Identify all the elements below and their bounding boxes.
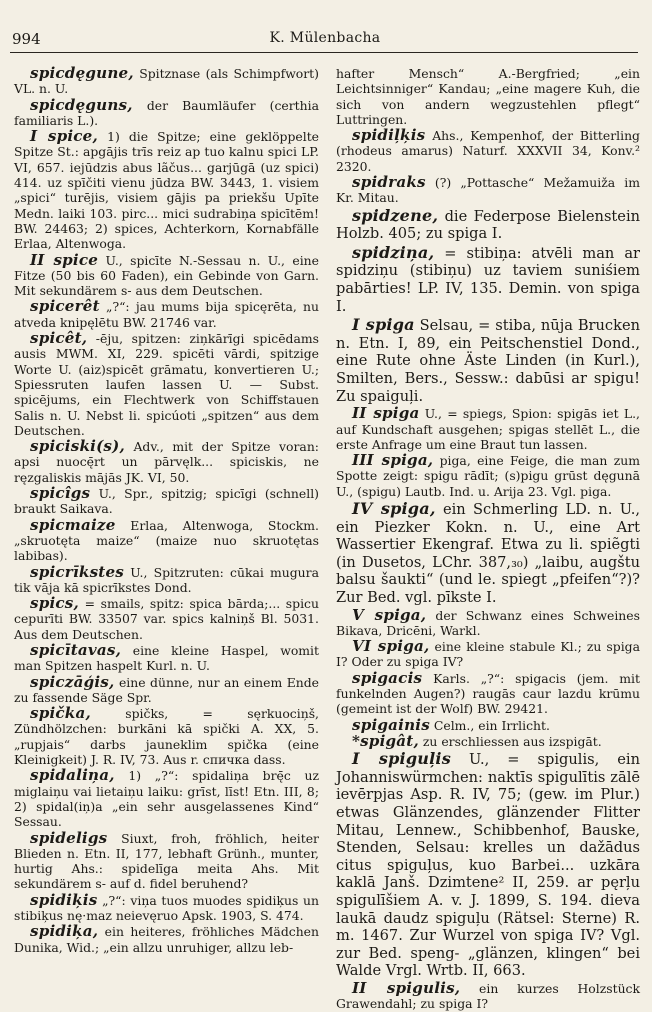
entry-definition: = smails, spitz: spica bārda;... spicu cepurīti BW. 33507 var. spics kalniņš Bl. 5031. Aus dem Deutschen. [14,596,319,642]
entry-definition: Spitznase (als Schimpfwort) VL. n. U. [14,66,319,97]
dictionary-entry [14,924,319,955]
entry-headword: spicerêt [30,297,100,316]
dictionary-entry [336,715,640,734]
entry-definition: ein heiteres, fröhliches Mädchen Dunika, Wid.; „ein allzu unruhiger, allzu leb- [14,924,319,955]
entry-definition: ein kurzes Holzstück Grawendahl; zu spiga I? [336,980,641,1012]
running-title: K. Mülenbacha [269,30,381,46]
entry-definition: zu erschliessen aus izspigāt. [422,733,602,749]
entry-headword: spigacis [352,668,423,687]
entry-headword: *spigât, [352,731,419,750]
entry-definition: U., Spitzruten: cūkai mugura tik vāja kā spicrīkstes Dond. [14,564,319,595]
dictionary-entry [14,299,319,330]
dictionary-entry [336,731,640,750]
entry-definition: der Baumläufer (certhia familiaris L.). [14,97,319,128]
entry-headword: spigainis [352,715,430,734]
dictionary-entry [336,978,641,1012]
entry-definition: = stibiņa: atvēli man ar spidziņu (stibiņu) uz taviem suniśiem pabārties! LP. IV, 135. Demin. von spiga I. [336,244,641,315]
entry-definition: U., = spiegs, Spion: spigās iet L., auf Kundschaft ausgehen; spigas stellēt L., die erste Anfrage um eine Braut tun lassen. [336,406,640,452]
dictionary-entry [14,640,319,674]
entry-headword: spička, [30,704,91,723]
entry-headword: I spiguļis [352,749,451,769]
dictionary-entry [14,596,319,642]
entry-definition: Siuxt, froh, fröhlich, heiter Blieden n. Etn. II, 177, lebhaft Grünh., munter, hurtig Ahs.: spidelīga meita Ahs. Mit sekundärem s- auf d. fidel beruhend? [14,830,319,892]
entry-definition: (?) „Pottasche“ Mežamuiža im Kr. Mitau. [336,175,640,206]
entry-headword: spideligs [30,828,108,847]
entry-headword: spicêt, [30,329,88,348]
entry-headword: spicmaize [30,515,116,534]
header-rule [10,52,638,53]
dictionary-entry [14,768,319,829]
entry-definition: U., = spigulis, ein Johanniswürmchen: naktīs spigulītis zālē ievērpjas Asp. R. IV, 75; (gew. im Plur.) etwas Glänzendes, glänzender Flitter Mitau, Lennew., Schibbenhof, Bauske, Stenden, Selsau: krelles un dažādus citus spiguļus, kuo Barbei... uzkāra kaklā Janš. Dzimtene² II, 259. ar pęrļu spigulīšiem A. v. J. 1899, S. 194. dieva laukā daudz spiguļu (Rätsel: Sterne) R. m. 1467. Zur Wurzel von spiga IV? Vgl. zur Bed. speng- „glänzen, klingen“ bei Walde Vrgl. Wrtb. II, 663. [336,751,641,980]
dictionary-entry [336,207,640,243]
dictionary-entry [14,439,319,485]
entry-definition: Erlaa, Altenwoga, Stockm. „skruotęta maize“ (maize nuo skruotętas labibas). [14,517,319,564]
entry-headword: spidiļķis [352,126,426,145]
entry-definition: U., spicīte N.-Sessau n. U., eine Fitze (50 bis 60 Faden), ein Gebinde von Garn. Mit sekundärem s- aus dem Deutschen. [14,252,319,299]
entry-definition: eine kleine stabule Kl.; zu spiga I? Oder zu spiga IV? [336,639,640,670]
dictionary-entry [14,828,319,892]
entry-headword: II spiga [352,404,420,423]
entry-headword: spidiķa, [30,922,99,941]
dictionary-entry [336,66,640,127]
dictionary-entry [14,129,319,251]
entry-definition: Adv., mit der Spitze voran: apsi nuocę̄rt un pārvęlk... spiciskis, ne ręzgaliskis mājās JK. VI, 50. [14,439,319,485]
dictionary-entry [14,250,319,299]
entry-headword: spicdęgune, [30,64,134,82]
entry-definition: Selsau, = stiba, nūja Brucken n. Etn. I, 89, ein Peitschenstiel Dond., eine Rute ohne Äste Linden (in Kurl.), Smilten, Bers., Sessw.: dabūsi ar spigu! Zu spaiguļi. [336,317,640,405]
entry-definition: der Schwanz eines Schweines Bikava, Dricēni, Warkl. [336,607,640,638]
dictionary-entry [14,515,319,564]
dictionary-entry [336,244,640,315]
entry-definition: die Federpose Bielenstein Holzb. 405; zu spiga I. [336,207,641,243]
entry-definition: Karls. „?“: spigacis (jem. mit funkelnden Augen?) raugās caur lazdu krūmu (gemeint ist der Wolf) BW. 29421. [336,670,640,717]
dictionary-entry [14,95,319,129]
entry-headword: I spice, [30,127,98,146]
page-header [12,30,638,52]
page-number: 994 [12,30,41,48]
entry-definition: Ahs., Kempenhof, der Bitterling (rhodeus amarus) Naturf. XXXVII 34, Konv.² 2320. [336,128,640,174]
entry-headword: I spiga [352,315,415,335]
entry-headword: spidraks [352,173,426,192]
dictionary-entry [14,672,319,706]
entry-headword: V spiga, [352,605,427,624]
dictionary-entry [14,331,319,438]
dictionary-entry [14,706,319,767]
entry-headword: II spice [30,250,99,269]
entry-definition: Celm., ein Irrlicht. [433,717,550,733]
entry-headword: spics, [30,594,79,613]
entry-headword: spidaliņa, [30,766,115,785]
dictionary-entry [336,316,640,405]
entry-headword: spidzene, [352,205,439,225]
entry-headword: spicrīkstes [30,562,124,581]
entry-definition: ein Schmerling LD. n. U., ein Piezker Kokn. n. U., eine Art Wassertier Ekengraf. Etwa zu li. spiẽgti (in Dusetos, LChr. 387,₃₀) „laibu, augštu balsu šaukti“ (und le. spiegt „pfeifen“?)? Zur Bed. vgl. pīkste I. [336,500,640,606]
entry-headword: spicdęguns, [30,95,133,114]
entry-definition: eine kleine Haspel, womit man Spitzen haspelt Kurl. n. U. [14,642,319,674]
entry-definition: U., Spr., spitzig; spicīgi (schnell) braukt Saikava. [14,486,319,517]
left-column [14,66,319,994]
entry-definition: hafter Mensch“ A.-Bergfried; „ein Leichtsinniger“ Kandau; „eine magere Kuh, die sich von andern wegzustehlen pflegt“ Luttringen. [336,66,640,127]
dictionary-entry [14,486,319,517]
right-column [336,66,641,1012]
entry-definition: 1) die Spitze; eine geklöppelte Spitze St.: apgājis trīs reiz ap tuo kalnu spici LP. VI, 657. iejūdzis abus lãčus... garjūgā (uz spici) 414. uz spīčiti vienu jūdza BW. 3443, 1. visiem „spici“ turējis, visiem gājis pa priekšu Upīte Medn. laiki 103. pirc... mici sudrabiņa spicītēm! BW. 24463; 2) spices, Achterkorn, Kornabfälle Erlaa, Altenwoga. [14,129,320,252]
entry-definition: „?“: jau mums bija spicęrēta, nu atveda knipęlētu BW. 21746 var. [14,299,319,330]
entry-definition: eine dünne, nur an einem Ende zu fassende Säge Spr. [14,674,319,705]
dictionary-entry [336,128,640,174]
dictionary-entry [336,453,640,499]
dictionary-entry [336,605,640,639]
entry-headword: spiciski(s), [30,437,125,456]
entry-definition: „?“: viņa tuos muodes spidiķus un stibiķus nę·maz neievęruo Apsk. 1903, S. 474. [14,892,319,924]
entry-headword: III spiga, [352,451,434,470]
dictionary-entry [336,500,640,607]
entry-headword: VI spiga, [352,637,430,656]
entry-headword: II spigulis, [352,978,461,997]
dictionary-entry [14,562,319,596]
dictionary-entry [336,750,640,980]
entry-definition: -ēju, spitzen: ziņkārīgi spicēdams ausis MWM. XI, 229. spicēti vārdi, spitzige Worte U. (aiz)spicēt grāmatu, konvertieren U.; Spiessruten laufen lassen U. — Subst. spicējums, ein Flechtwerk von Schiffstauen Salis n. U. Nebst li. spicúoti „spitzen“ aus dem Deutschen. [14,331,319,438]
entry-definition: spičks, = sęrkuociņš, Zündhölzchen: burkāni kā spički A. XX, 5. „rupjais“ darbs jauneklim spička (eine Kleinigkeit) J. R. IV, 73. Aus r. спичка dass. [14,706,319,768]
entry-definition: piga, eine Feige, die man zum Spotte zeigt: spigu rādīt; (s)pigu grūst dęgunā U., (spigu) Lautb. Ind. u. Arija 23. Vgl. piga. [336,453,640,499]
entry-headword: spiczāģis, [30,672,115,691]
dictionary-entry [336,668,640,717]
dictionary-entry [336,175,640,206]
dictionary-entry [14,66,319,97]
dictionary-entry [14,890,319,924]
entry-definition: 1) „?“: spidaliņa brę̄c uz miglaiņu vai lietaiņu laiku: grīst, līst! Etn. III, 8; 2) spidal(iņ)a „ein sehr ausgelassenes Kind“ Sessau. [14,768,319,830]
entry-headword: spicîgs [30,484,91,503]
entry-headword: IV spiga, [352,498,436,518]
dictionary-entry [336,639,640,670]
entry-headword: spicītavas, [30,640,122,659]
entry-headword: spidiķis [30,890,98,909]
dictionary-entry [336,406,640,452]
entry-headword: spidziņa, [352,242,435,262]
